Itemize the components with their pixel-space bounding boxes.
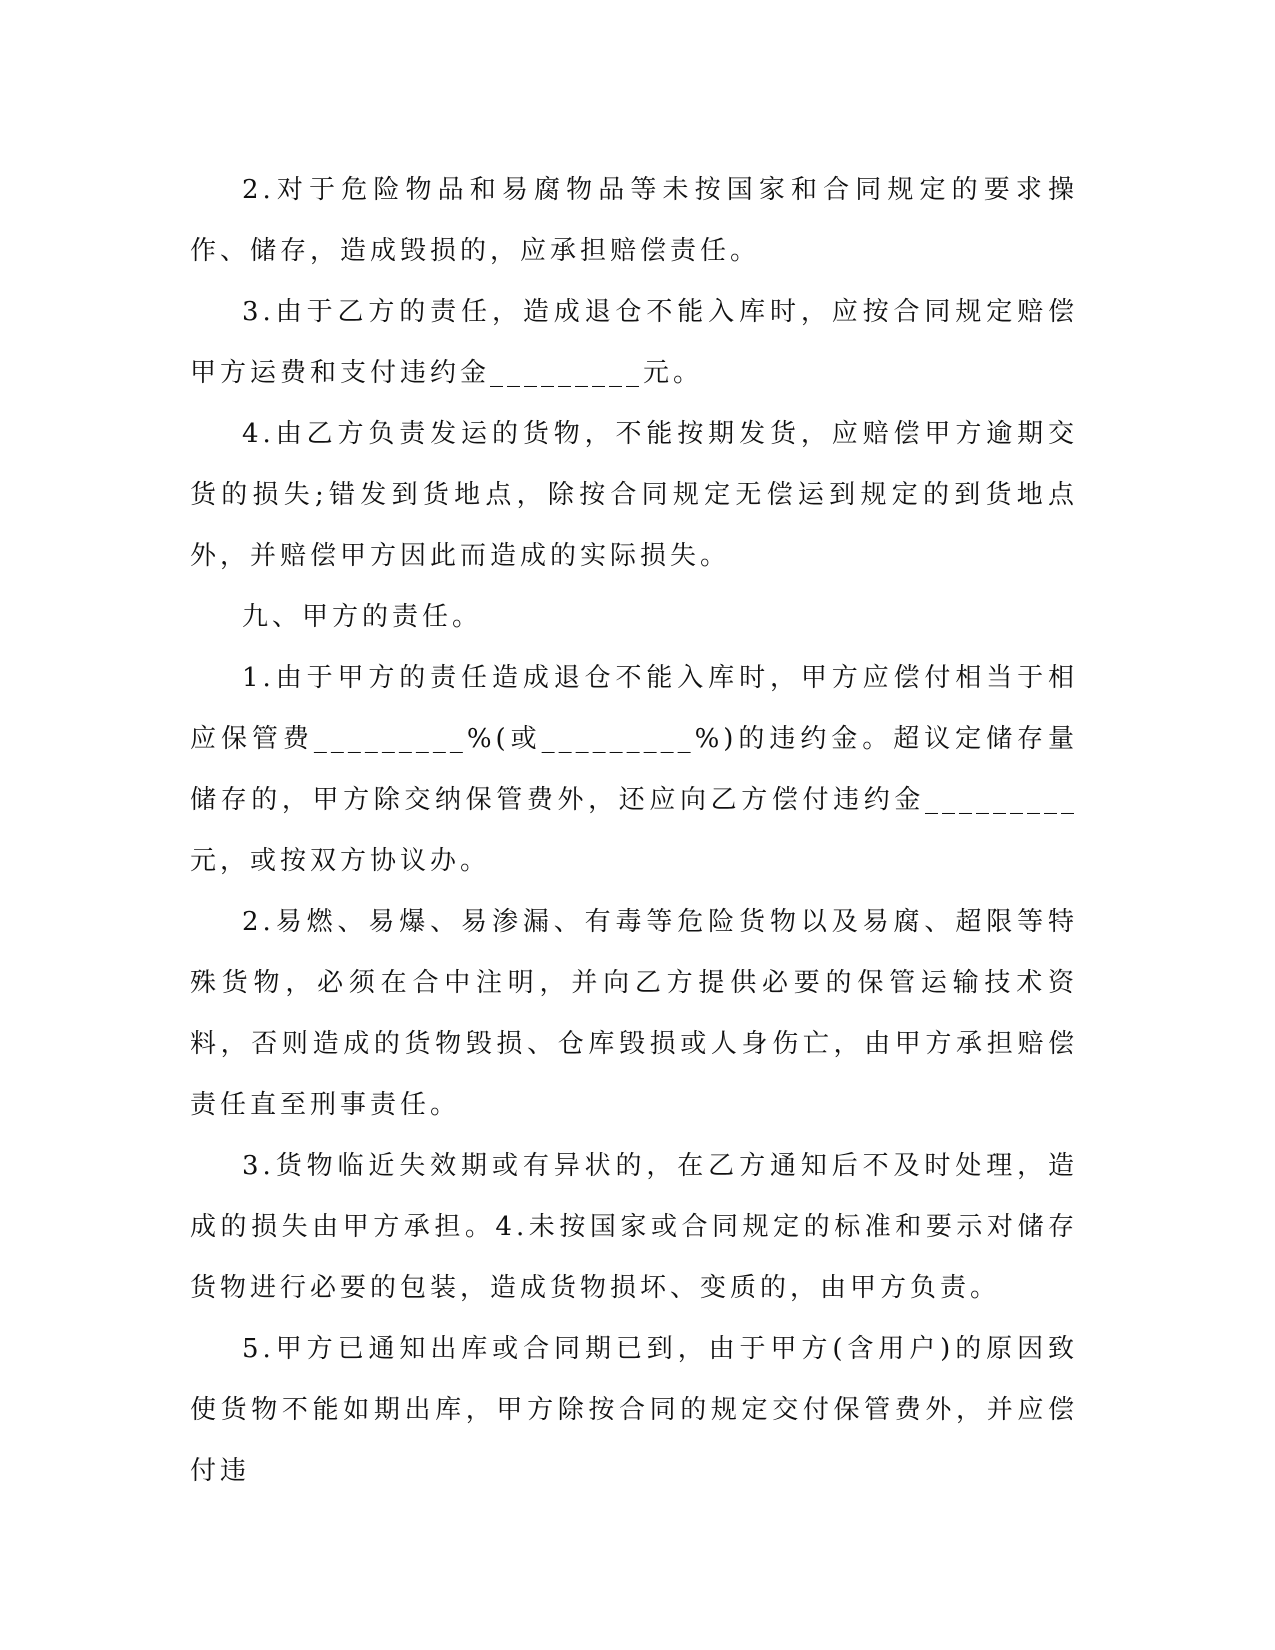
paragraph-clause-8-4: 4.由乙方负责发运的货物，不能按期发货，应赔偿甲方逾期交货的损失;错发到货地点，除按合同规定无偿运到规定的到货地点外，并赔偿甲方因此而造成的实际损失。 xyxy=(190,419,1078,571)
paragraph-clause-9-1: 1.由于甲方的责任造成退仓不能入库时，甲方应偿付相当于相应保管费_________%(或_________%)的违约金。超议定储存量储存的，甲方除交纳保管费外，还应向乙方偿付违约金_________元，或按双方协议办。 xyxy=(190,663,1078,876)
paragraph-clause-8-3: 3.由于乙方的责任，造成退仓不能入库时，应按合同规定赔偿甲方运费和支付违约金_________元。 xyxy=(190,297,1078,388)
paragraph-clause-9-3-4: 3.货物临近失效期或有异状的，在乙方通知后不及时处理，造成的损失由甲方承担。4.未按国家或合同规定的标准和要示对储存货物进行必要的包装，造成货物损坏、变质的，由甲方负责。 xyxy=(190,1151,1078,1303)
paragraph-clause-8-2: 2.对于危险物品和易腐物品等未按国家和合同规定的要求操作、储存，造成毁损的，应承担赔偿责任。 xyxy=(190,175,1078,266)
paragraph-clause-9-2: 2.易燃、易爆、易渗漏、有毒等危险货物以及易腐、超限等特殊货物，必须在合中注明，并向乙方提供必要的保管运输技术资料，否则造成的货物毁损、仓库毁损或人身伤亡，由甲方承担赔偿责任直至刑事责任。 xyxy=(190,907,1078,1120)
document-body xyxy=(190,160,1078,1502)
section-heading-party-a-liability: 九、甲方的责任。 xyxy=(242,602,483,632)
paragraph-clause-9-5: 5.甲方已通知出库或合同期已到，由于甲方(含用户)的原因致使货物不能如期出库，甲方除按合同的规定交付保管费外，并应偿付违 xyxy=(190,1334,1078,1486)
